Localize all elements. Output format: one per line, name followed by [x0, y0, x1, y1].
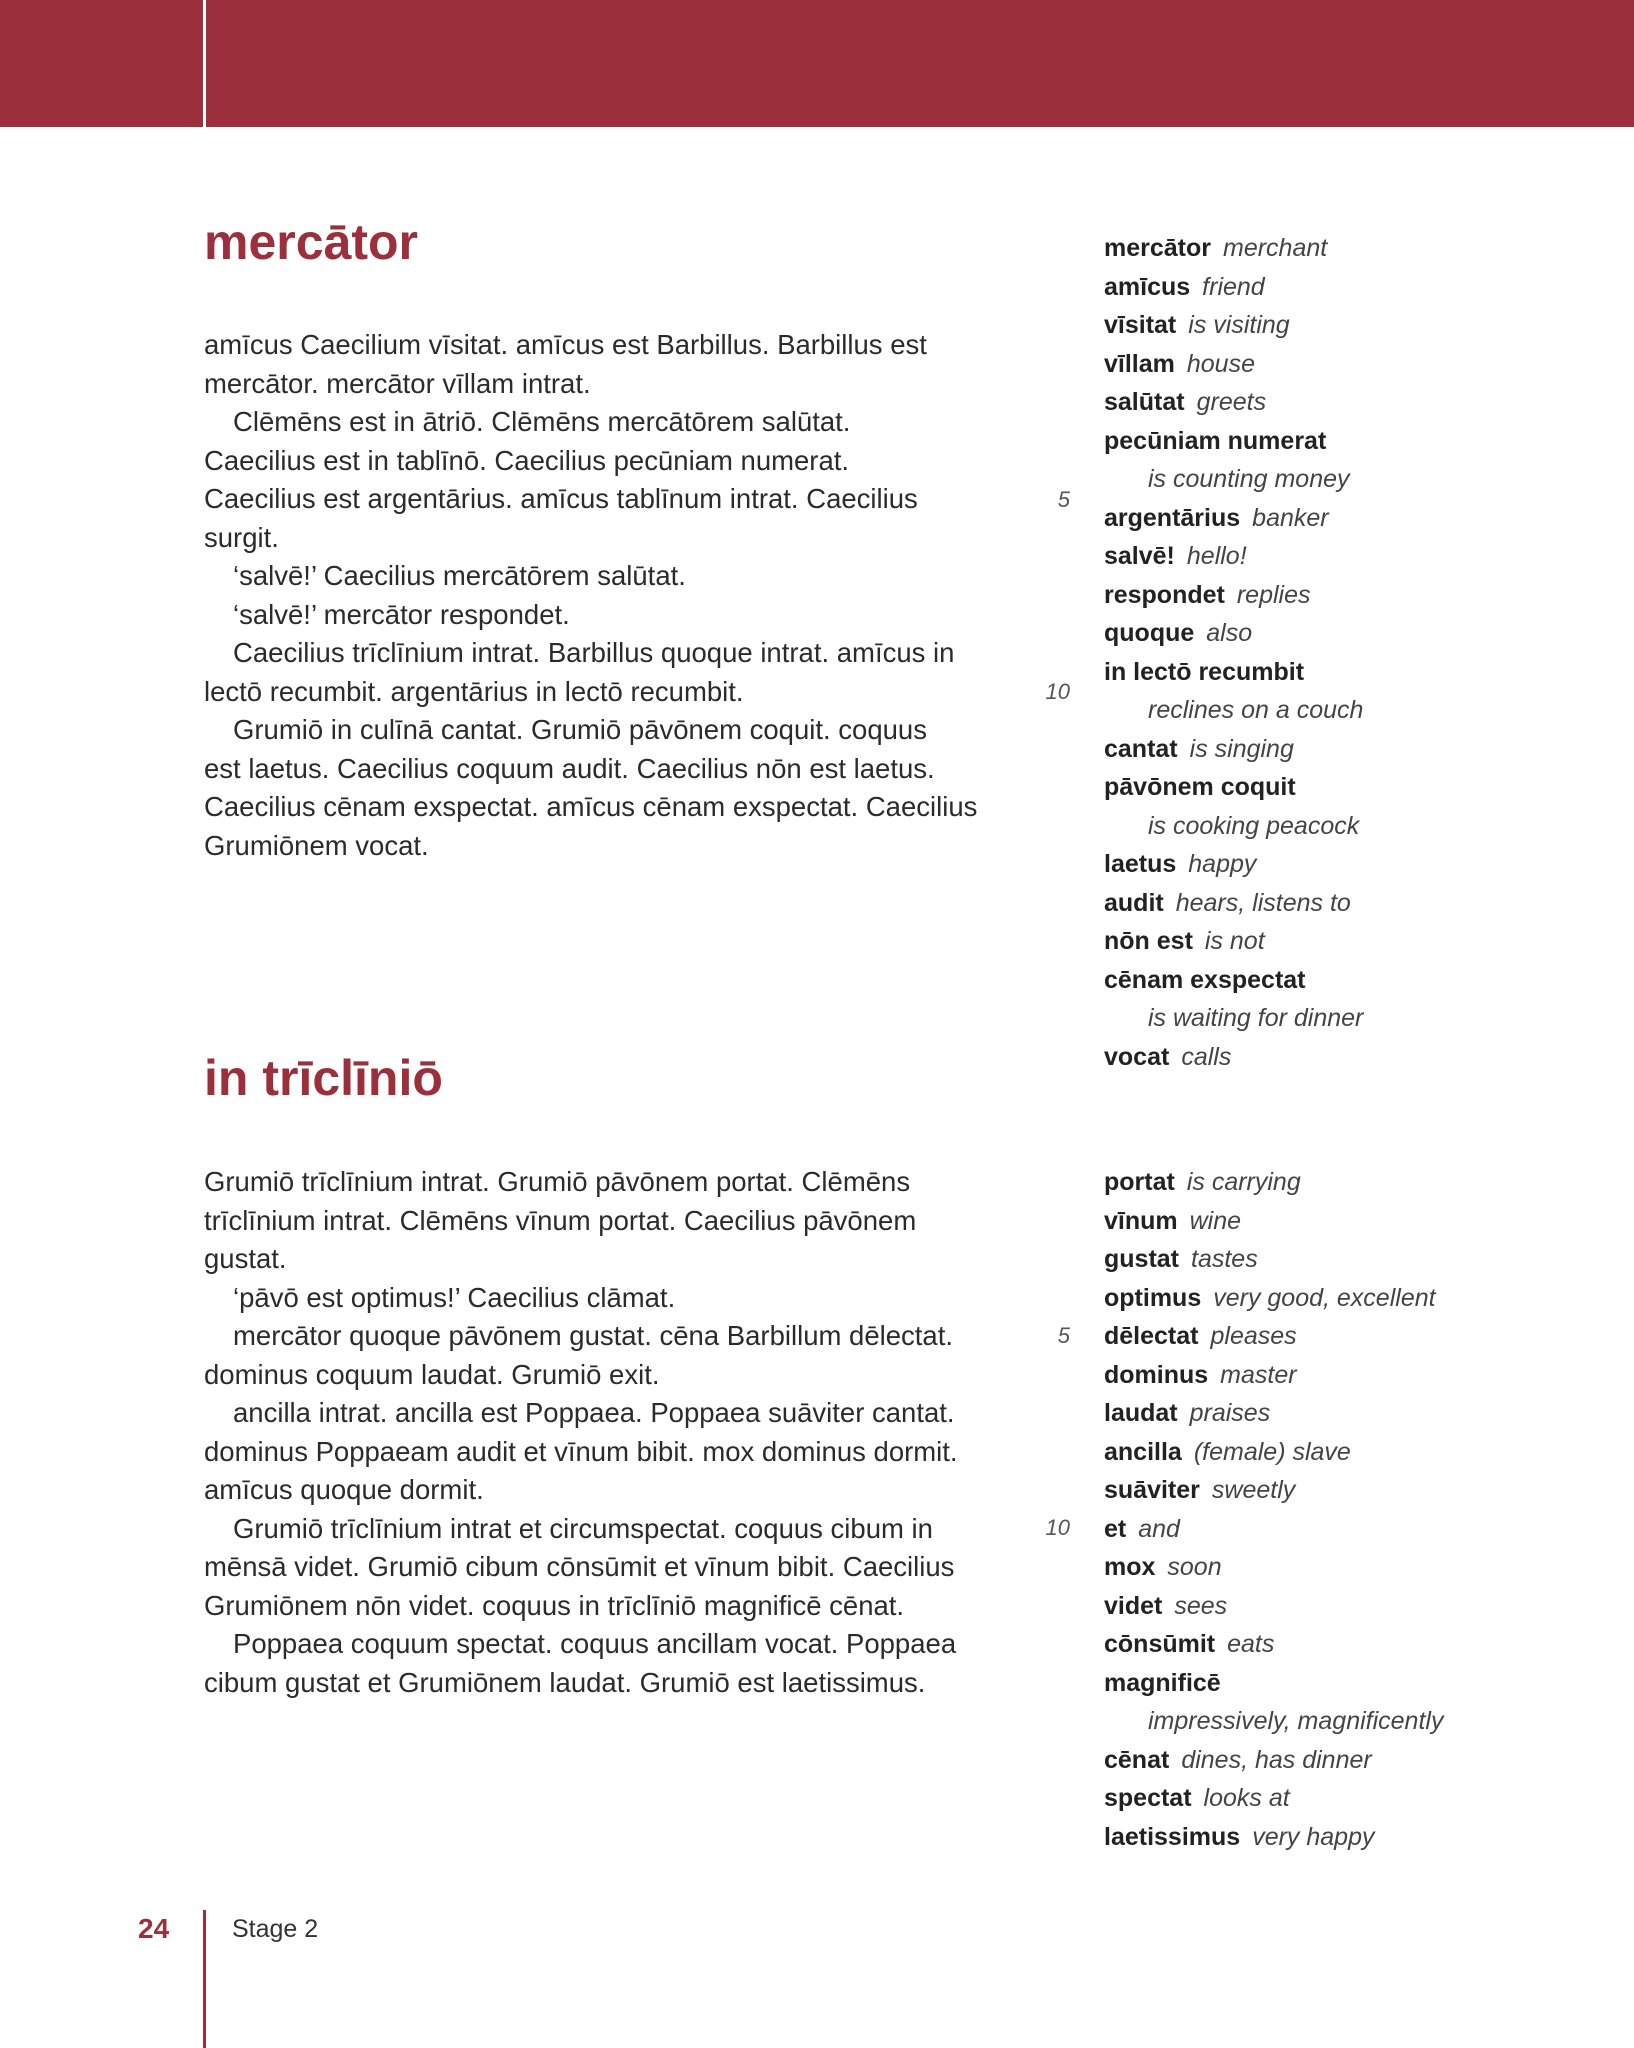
glossary-entry	[1104, 1356, 1624, 1395]
glossary-term: vīllam	[1104, 349, 1175, 378]
glossary-term: salvē!	[1104, 542, 1175, 570]
stage-label: Stage 2	[232, 1915, 319, 1943]
glossary-meaning: (female) slave	[1193, 1437, 1351, 1466]
passage-line: Clēmēns est in ātriō. Clēmēns mercātōrem salūtat.	[233, 406, 851, 437]
glossary-term: dēlectat	[1104, 1322, 1199, 1350]
passage-line: Grumiō trīclīnium intrat. Grumiō pāvōnem portat. Clēmēns	[204, 1166, 911, 1197]
passage-line: dominus coquum laudat. Grumiō exit.	[204, 1358, 660, 1390]
glossary-entry	[1104, 537, 1624, 576]
glossary-meaning: merchant	[1223, 234, 1328, 262]
glossary-entry	[1104, 614, 1624, 653]
glossary-meaning: looks at	[1203, 1784, 1290, 1812]
glossary-meaning: very good, excellent	[1213, 1283, 1436, 1312]
passage-line: surgit.	[204, 521, 279, 553]
glossary-term: cēnat	[1104, 1745, 1170, 1774]
passage-line: mēnsā videt. Grumiō cibum cōnsūmit et vīnum bibit. Caecilius	[204, 1551, 955, 1582]
glossary-entry	[1104, 1433, 1624, 1472]
glossary-meaning: is carrying	[1186, 1168, 1301, 1196]
glossary-meaning: and	[1138, 1514, 1180, 1543]
glossary-term: amīcus	[1104, 272, 1191, 301]
glossary-meaning: is not	[1204, 927, 1265, 955]
glossary-meaning: hello!	[1186, 542, 1247, 570]
glossary-term: cōnsūmit	[1104, 1630, 1216, 1658]
passage-line: ‘salvē!’ mercātor respondet.	[233, 598, 570, 630]
glossary-meaning: wine	[1189, 1206, 1242, 1235]
glossary-entry	[1104, 807, 1624, 846]
glossary-term: dominus	[1104, 1360, 1209, 1389]
passage-line: amīcus quoque dormit.	[204, 1474, 484, 1505]
passage-line: gustat.	[204, 1243, 287, 1274]
glossary-meaning: is waiting for dinner	[1148, 1004, 1364, 1032]
glossary-meaning: very happy	[1252, 1822, 1375, 1851]
passage-line: Grumiō in culīnā cantat. Grumiō pāvōnem coquit. coquus	[233, 714, 927, 745]
glossary-entry	[1104, 845, 1624, 884]
glossary-term: salūtat	[1104, 388, 1185, 416]
glossary-meaning: sees	[1174, 1591, 1228, 1620]
glossary-term: in lectō recumbit	[1104, 657, 1305, 686]
glossary-entry	[1104, 1741, 1624, 1780]
glossary-meaning: dines, has dinner	[1181, 1745, 1372, 1774]
passage-line: cibum gustat et Grumiōnem laudat. Grumiō est laetissimus.	[204, 1666, 926, 1698]
glossary-meaning: is counting money	[1148, 465, 1350, 493]
glossary-term: cēnam exspectat	[1104, 965, 1306, 994]
glossary-meaning: is cooking peacock	[1148, 811, 1360, 840]
glossary-term: quoque	[1104, 619, 1195, 647]
glossary-term: videt	[1104, 1591, 1163, 1620]
passage-line: amīcus Caecilium vīsitat. amīcus est Barbillus. Barbillus est	[204, 329, 927, 360]
passage-line: dominus Poppaeam audit et vīnum bibit. mox dominus dormit.	[204, 1435, 958, 1467]
glossary-entry	[1104, 1163, 1624, 1202]
section-title-in-triclinio: in trīclīniō	[204, 1050, 443, 1106]
glossary-term: optimus	[1104, 1283, 1202, 1312]
glossary-entry	[1104, 1702, 1624, 1741]
glossary-meaning: house	[1186, 349, 1255, 378]
glossary-term: vīsitat	[1104, 311, 1177, 339]
passage-line: Caecilius est in tablīnō. Caecilius pecūniam numerat.	[204, 444, 850, 476]
passage-line: Caecilius est argentārius. amīcus tablīnum intrat. Caecilius	[204, 483, 918, 514]
glossary-meaning: tastes	[1191, 1245, 1258, 1273]
glossary-entry	[1104, 999, 1624, 1038]
glossary-term: suāviter	[1104, 1476, 1200, 1504]
glossary-meaning: praises	[1189, 1399, 1271, 1427]
glossary-meaning: eats	[1227, 1630, 1275, 1658]
glossary-entry	[1104, 345, 1624, 384]
page-number: 24	[138, 1913, 170, 1944]
glossary-entry	[1104, 383, 1624, 422]
passage-line: Poppaea coquum spectat. coquus ancillam vocat. Poppaea	[233, 1628, 957, 1659]
glossary-entry	[1104, 499, 1624, 538]
glossary-term: magnificē	[1104, 1668, 1221, 1697]
glossary-entry	[1104, 1548, 1624, 1587]
glossary-term: vocat	[1104, 1042, 1170, 1071]
passage-line: ancilla intrat. ancilla est Poppaea. Poppaea suāviter cantat.	[233, 1397, 955, 1428]
glossary-entry	[1104, 422, 1624, 461]
glossary-meaning: impressively, magnificently	[1148, 1707, 1444, 1735]
glossary-meaning: sweetly	[1211, 1476, 1296, 1504]
glossary-term: spectat	[1104, 1784, 1192, 1812]
line-number: 5	[1057, 487, 1070, 512]
glossary-term: laudat	[1104, 1399, 1178, 1427]
glossary-term: et	[1104, 1514, 1127, 1543]
glossary-entry	[1104, 691, 1624, 730]
glossary-entry	[1104, 1240, 1624, 1279]
passage-line: mercātor. mercātor vīllam intrat.	[204, 367, 591, 399]
passage-line: ‘pāvō est optimus!’ Caecilius clāmat.	[233, 1281, 676, 1313]
glossary-entry	[1104, 306, 1624, 345]
glossary-entry	[1104, 1818, 1624, 1857]
glossary-term: audit	[1104, 888, 1164, 917]
glossary-term: laetissimus	[1104, 1822, 1241, 1851]
glossary-meaning: master	[1220, 1360, 1297, 1389]
glossary-entry	[1104, 1317, 1624, 1356]
glossary-meaning: greets	[1196, 388, 1267, 416]
glossary-meaning: calls	[1181, 1042, 1232, 1071]
glossary-meaning: happy	[1188, 850, 1257, 878]
glossary-entry	[1104, 268, 1624, 307]
glossary-meaning: replies	[1236, 580, 1311, 609]
passage-line: Grumiōnem nōn videt. coquus in trīclīniō magnificē cēnat.	[204, 1589, 905, 1621]
glossary-entry	[1104, 1510, 1624, 1549]
page-header-band	[0, 0, 1634, 127]
glossary-meaning: banker	[1252, 503, 1329, 532]
passage-in-triclinio	[204, 1163, 1024, 1702]
glossary-entry	[1104, 1471, 1624, 1510]
glossary-term: respondet	[1104, 580, 1225, 609]
glossary-entry	[1104, 229, 1624, 268]
passage-line: ‘salvē!’ Caecilius mercātōrem salūtat.	[233, 560, 686, 591]
section-title-mercator: mercātor	[204, 214, 418, 270]
header-divider	[203, 0, 206, 127]
glossary-term: gustat	[1104, 1245, 1179, 1273]
glossary-meaning: soon	[1167, 1553, 1222, 1581]
glossary-entry	[1104, 1587, 1624, 1626]
glossary-term: pāvōnem coquit	[1104, 773, 1296, 801]
glossary-entry	[1104, 730, 1624, 769]
passage-line: lectō recumbit. argentārius in lectō recumbit.	[204, 675, 744, 707]
glossary-meaning: is visiting	[1188, 311, 1290, 339]
glossary-meaning: pleases	[1210, 1322, 1297, 1350]
passage-line: Grumiō trīclīnium intrat et circumspectat. coquus cibum in	[233, 1512, 933, 1544]
glossary-entry	[1104, 1038, 1624, 1077]
glossary-entry	[1104, 1625, 1624, 1664]
passage-line: trīclīnium intrat. Clēmēns vīnum portat. Caecilius pāvōnem	[204, 1204, 917, 1236]
glossary-term: portat	[1104, 1168, 1175, 1196]
line-number: 5	[1057, 1323, 1070, 1348]
glossary-term: mercātor	[1104, 234, 1211, 262]
glossary-entry	[1104, 1394, 1624, 1433]
passage-mercator	[204, 326, 1024, 865]
glossary-meaning: is singing	[1189, 734, 1294, 763]
glossary-in-triclinio	[1104, 1163, 1624, 1856]
glossary-entry	[1104, 768, 1624, 807]
glossary-entry	[1104, 884, 1624, 923]
glossary-term: vīnum	[1104, 1206, 1178, 1235]
footer-divider	[203, 1910, 206, 2048]
glossary-entry	[1104, 961, 1624, 1000]
glossary-entry	[1104, 653, 1624, 692]
passage-line: Grumiōnem vocat.	[204, 829, 429, 861]
glossary-term: nōn est	[1104, 927, 1193, 955]
glossary-entry	[1104, 460, 1624, 499]
glossary-entry	[1104, 1664, 1624, 1703]
line-number: 10	[1045, 1515, 1070, 1540]
glossary-term: argentārius	[1104, 503, 1241, 532]
passage-line: Caecilius trīclīnium intrat. Barbillus quoque intrat. amīcus in	[233, 637, 955, 668]
glossary-term: pecūniam numerat	[1104, 426, 1327, 455]
glossary-entry	[1104, 1779, 1624, 1818]
glossary-term: laetus	[1104, 850, 1177, 878]
glossary-term: mox	[1104, 1553, 1156, 1581]
glossary-meaning: hears, listens to	[1175, 888, 1351, 917]
passage-line: mercātor quoque pāvōnem gustat. cēna Barbillum dēlectat.	[233, 1320, 953, 1351]
passage-line: est laetus. Caecilius coquum audit. Caecilius nōn est laetus.	[204, 752, 935, 784]
line-number: 10	[1045, 679, 1070, 704]
glossary-entry	[1104, 1202, 1624, 1241]
glossary-meaning: friend	[1202, 272, 1265, 301]
passage-line: Caecilius cēnam exspectat. amīcus cēnam exspectat. Caecilius	[204, 791, 978, 822]
glossary-entry	[1104, 922, 1624, 961]
glossary-entry	[1104, 1279, 1624, 1318]
glossary-term: cantat	[1104, 734, 1178, 763]
glossary-meaning: reclines on a couch	[1148, 696, 1364, 724]
glossary-meaning: also	[1206, 619, 1253, 647]
glossary-entry	[1104, 576, 1624, 615]
glossary-term: ancilla	[1104, 1437, 1182, 1466]
glossary-mercator	[1104, 229, 1624, 1076]
